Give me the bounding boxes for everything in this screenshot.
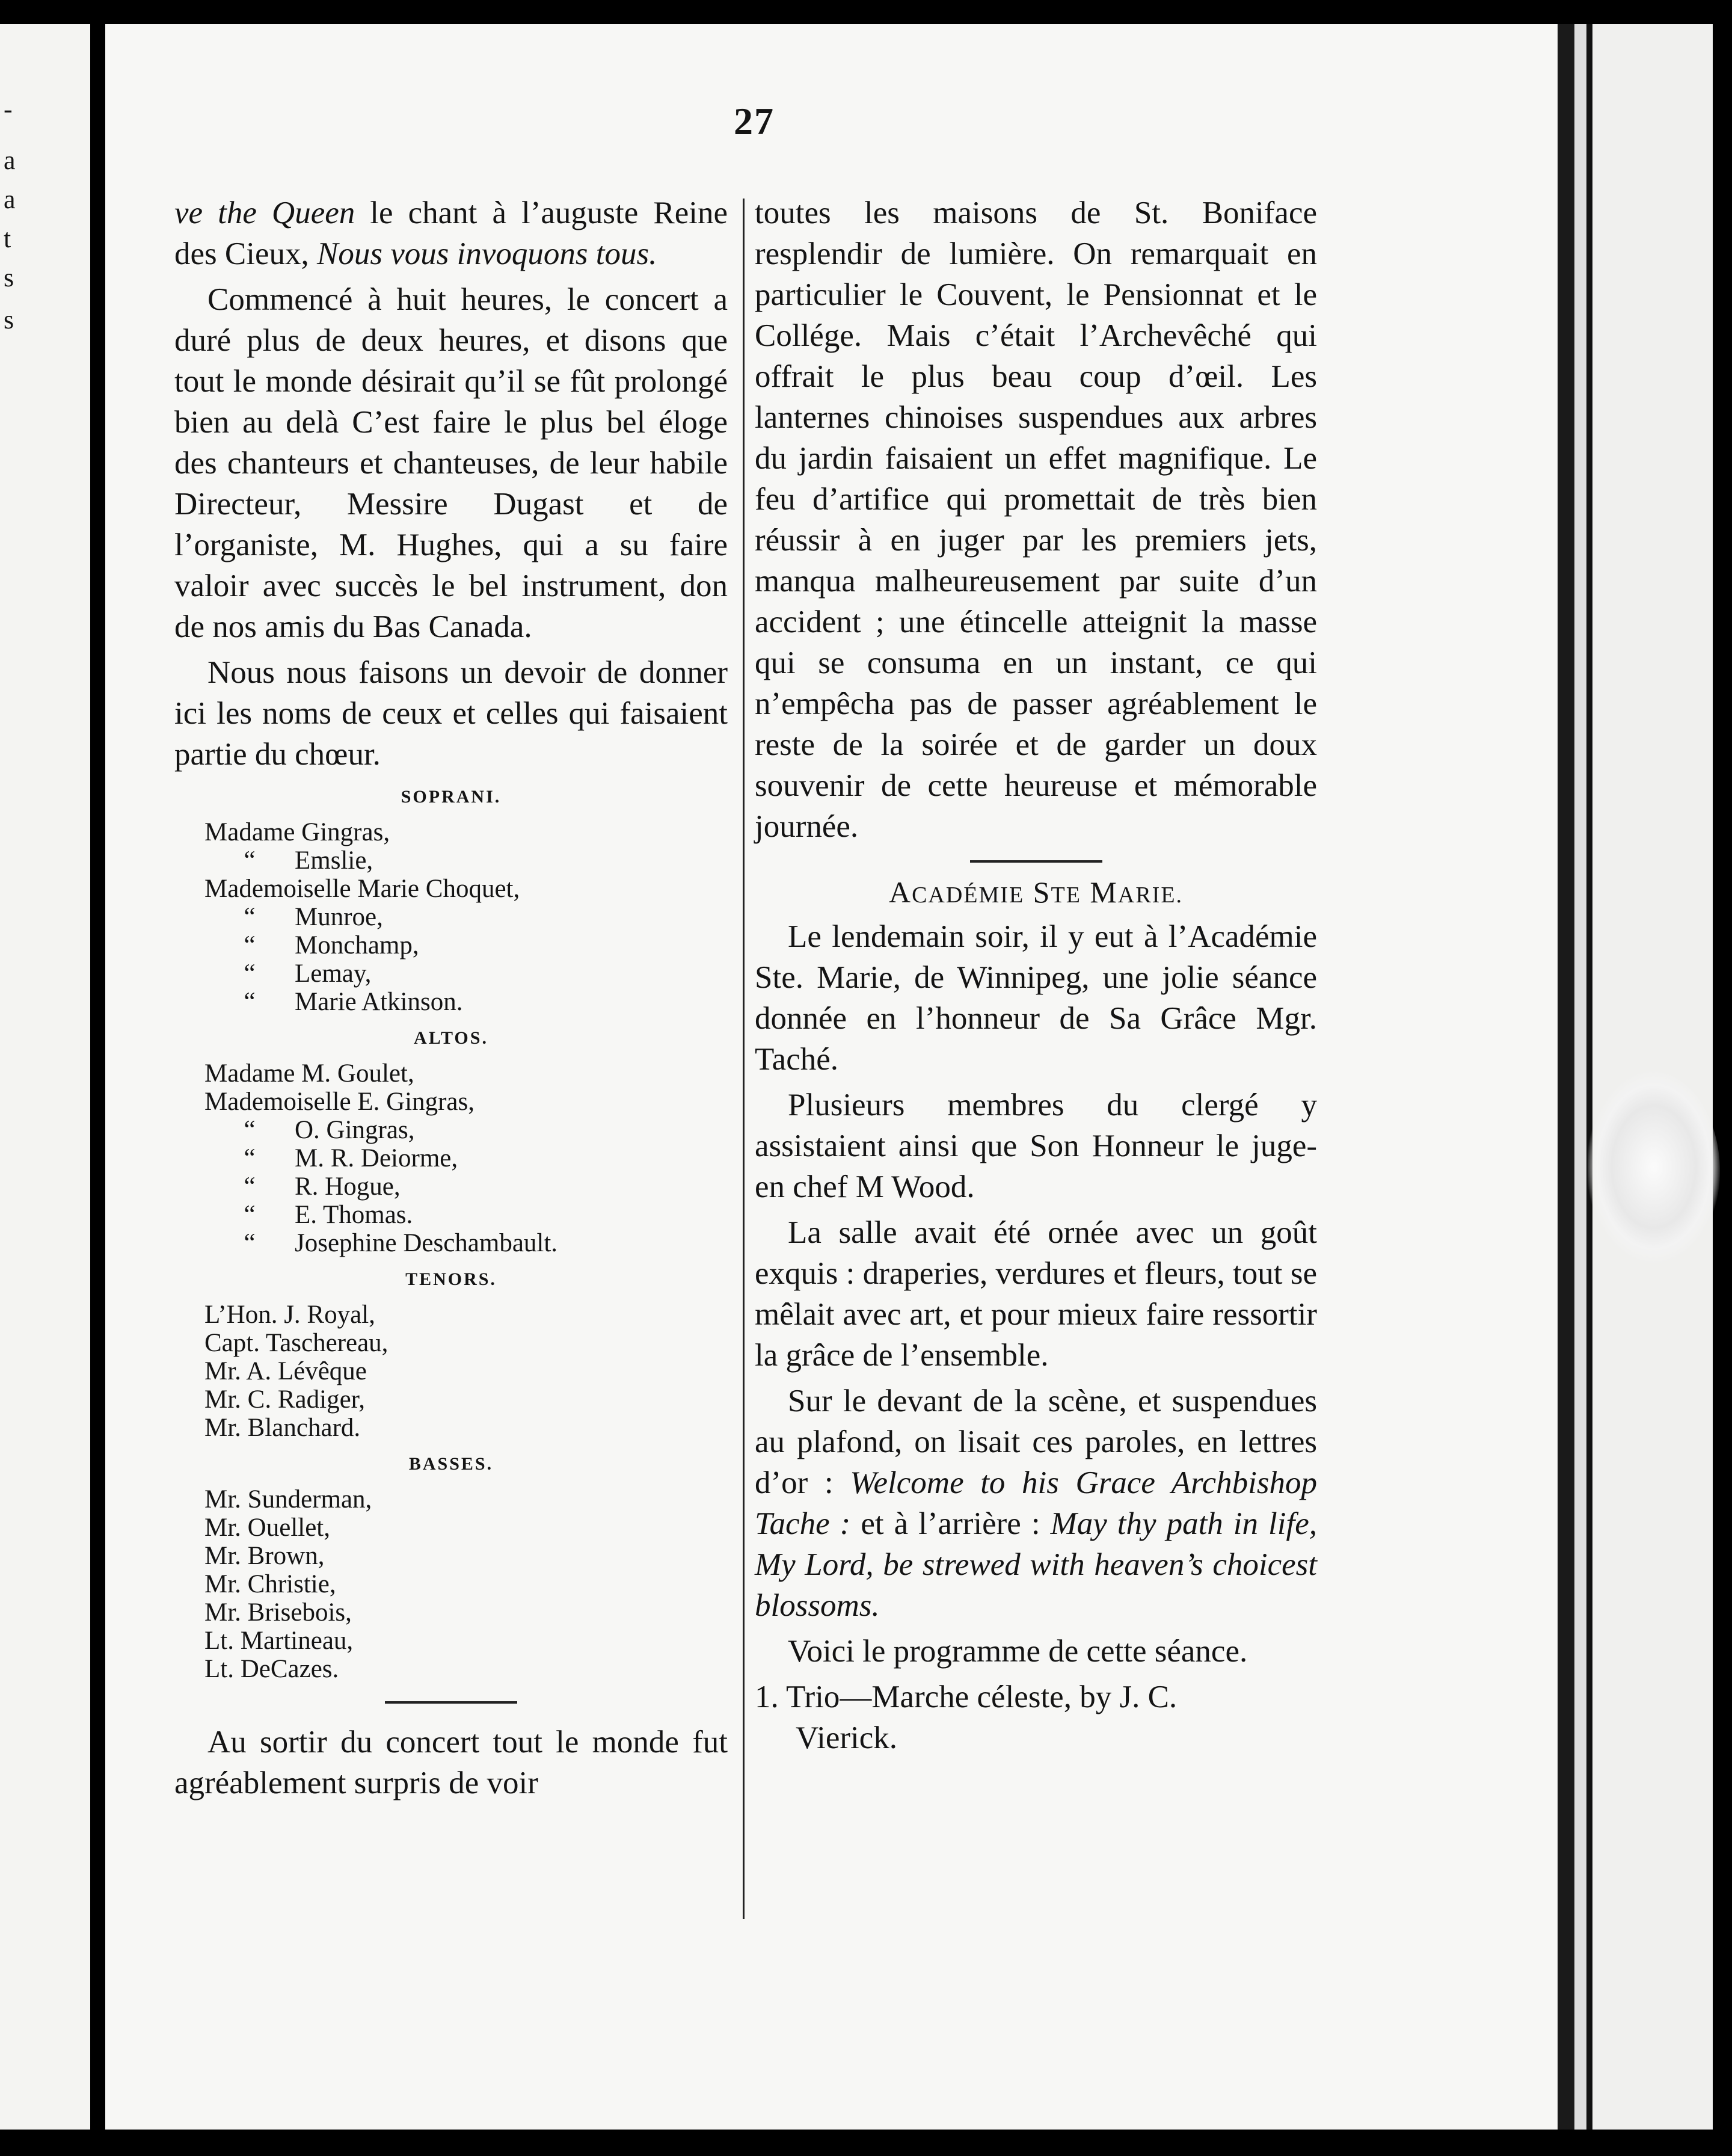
paragraph: Nous nous faisons un devoir de donner ici les noms de ceux et celles qui faisaient partie du chœur. — [174, 655, 728, 772]
list-item: Mr. A. Lévêque — [204, 1357, 367, 1385]
ditto-mark: “ — [244, 846, 256, 875]
list-item — [204, 988, 728, 1016]
choir-member: Emslie, — [295, 846, 373, 875]
paragraph-text: et à l’arrière : — [850, 1506, 1051, 1541]
margin-fragment: s — [4, 305, 14, 334]
choir-member: Marie Atkinson. — [295, 988, 463, 1016]
list-item: Lt. Martineau, — [204, 1627, 354, 1655]
heading-text: S — [1024, 875, 1051, 909]
list-item: L’Hon. J. Royal, — [204, 1301, 375, 1329]
choir-member: O. Gingras, — [295, 1116, 415, 1144]
list-item — [204, 818, 728, 846]
section-heading-tenors: TENORS. — [405, 1269, 497, 1289]
list-item — [204, 1144, 728, 1172]
ditto-mark: “ — [244, 931, 256, 959]
margin-fragment: t — [4, 224, 11, 253]
section-heading-altos: ALTOS. — [414, 1028, 488, 1048]
ditto-mark: “ — [244, 1172, 256, 1201]
list-item: Capt. Taschereau, — [204, 1329, 388, 1357]
list-item: Mr. Brown, — [204, 1542, 325, 1570]
heading-text: CADÉMIE — [912, 882, 1025, 908]
paragraph: toutes les maisons de St. Boniface resplendir de lumière. On remarquait en particulier le Couvent, le Pensionnat et le Collége. Mais c’était l’Archevêché qui offrait le plus beau coup d’œil. Les lanternes chinoises suspendues aux arbres du jardin faisaient un effet magnifique. Le feu d’artifice qui promettait de très bien réussir à en juger par les premiers jets, manqua malheureusement par suite d’un accident ; une étincelle atteignit la masse qui se consuma en un instant, ce qui n’empêcha pas de passer agréablement le reste de la soirée et de garder un doux souvenir de cette heureuse et mémorable journée. — [755, 196, 1317, 844]
choir-member: Mademoiselle Marie Choquet, — [204, 875, 520, 903]
list-item — [204, 931, 728, 959]
page-edge — [1574, 24, 1586, 2130]
list-item: Mr. C. Radiger, — [204, 1385, 366, 1414]
list-item — [204, 1088, 728, 1116]
choir-member: Madame M. Goulet, — [204, 1059, 414, 1088]
list-item — [204, 1229, 728, 1257]
list-item: Mr. Brisebois, — [204, 1598, 352, 1627]
paragraph: Au sortir du concert tout le monde fut agréablement surpris de voir — [174, 1725, 728, 1800]
heading-text: TE — [1051, 882, 1081, 908]
margin-fragment: - — [4, 94, 13, 124]
list-item: Mr. Blanchard. — [204, 1414, 361, 1442]
left-column — [174, 192, 728, 1808]
paragraph: Plusieurs membres du clergé y assistaient ainsi que Son Honneur le juge-en chef M Wood. — [755, 1088, 1317, 1204]
section-heading-soprani: SOPRANI. — [401, 787, 502, 807]
ditto-mark: “ — [244, 1116, 256, 1144]
list-item — [204, 1059, 728, 1088]
section-rule — [385, 1701, 517, 1704]
section-heading-basses: BASSES. — [408, 1454, 494, 1474]
ditto-mark: “ — [244, 1229, 256, 1257]
program-item: 1. Trio—Marche céleste, by J. C. — [755, 1680, 1178, 1714]
list-item: Mr. Sunderman, — [204, 1485, 372, 1514]
margin-fragment: s — [4, 263, 14, 292]
adjacent-page-strip — [0, 24, 90, 2130]
paragraph: Commencé à huit heures, le concert a duré plus de deux heures, et disons que tout le monde désirait qu’il se fût prolongé bien au delà C’est faire le plus bel éloge des chanteurs et chanteuses, de leur habile Directeur, Messire Dugast et de l’organiste, M. Hughes, qui a su faire valoir avec succès le bel instrument, don de nos amis du Bas Canada. — [174, 282, 728, 644]
heading-text: A — [888, 875, 912, 909]
italic-text: ve the Queen — [174, 196, 355, 230]
paragraph — [755, 1381, 1317, 1626]
choir-member: Madame Gingras, — [204, 818, 390, 846]
choir-member: Monchamp, — [295, 931, 419, 959]
margin-fragment: a — [4, 185, 16, 214]
list-item — [204, 1172, 728, 1201]
paragraph: La salle avait été ornée avec un goût exquis : draperies, verdures et fleurs, tout se mêlait avec art, et pour mieux faire ressortir la grâce de l’ensemble. — [755, 1215, 1317, 1373]
paragraph — [174, 192, 728, 274]
paragraph-text: Sur le devant de la scène, et suspendues au plafond, on lisait ces paroles, en lettres d’or : — [755, 1384, 1317, 1500]
italic-text: Nous vous invoquons tous. — [317, 236, 657, 271]
ditto-mark: “ — [244, 1201, 256, 1229]
paragraph-text: le chant à l’auguste Reine des Cieux, — [174, 196, 728, 271]
page-number: 27 — [734, 100, 775, 143]
choir-list-tenors — [204, 1301, 728, 1442]
choir-member: E. Thomas. — [295, 1201, 413, 1229]
section-rule — [970, 860, 1102, 863]
list-item: Lt. DeCazes. — [204, 1655, 339, 1683]
list-item — [204, 903, 728, 931]
paragraph: Voici le programme de cette séance. — [788, 1634, 1248, 1669]
choir-list-soprani — [204, 818, 728, 1016]
italic-text: Welcome to his Grace Archbishop Tache : — [755, 1465, 1317, 1541]
ditto-mark: “ — [244, 1144, 256, 1172]
margin-fragment: a — [4, 146, 16, 175]
page-edge — [1558, 24, 1574, 2130]
choir-member: R. Hogue, — [295, 1172, 401, 1201]
choir-list-altos — [204, 1059, 728, 1257]
choir-list-basses — [204, 1485, 728, 1683]
list-item — [204, 959, 728, 988]
italic-text: May thy path in life, My Lord, be strewed with heaven’s choicest blossoms. — [755, 1506, 1318, 1623]
column-divider — [743, 199, 745, 1919]
choir-member: Lemay, — [295, 959, 372, 988]
ditto-mark: “ — [244, 988, 256, 1016]
list-item — [204, 1201, 728, 1229]
choir-member: Mademoiselle E. Gingras, — [204, 1088, 475, 1116]
heading-text: M — [1081, 875, 1118, 909]
program-item-continuation: Vierick. — [796, 1720, 897, 1755]
heading-text: ARIE. — [1117, 882, 1184, 908]
choir-member: Munroe, — [295, 903, 383, 931]
list-item — [204, 846, 728, 875]
list-item — [204, 875, 728, 903]
right-column — [755, 192, 1317, 1758]
list-item — [204, 1116, 728, 1144]
list-item: Mr. Christie, — [204, 1570, 336, 1598]
page-edge — [1586, 24, 1592, 2130]
ditto-mark: “ — [244, 903, 256, 931]
ditto-mark: “ — [244, 959, 256, 988]
choir-member: Josephine Deschambault. — [295, 1229, 558, 1257]
choir-member: M. R. Deiorme, — [295, 1144, 458, 1172]
list-item: Mr. Ouellet, — [204, 1514, 330, 1542]
paragraph: Le lendemain soir, il y eut à l’Académie Ste. Marie, de Winnipeg, une jolie séance donnée en l’honneur de Sa Grâce Mgr. Taché. — [755, 919, 1317, 1077]
section-heading-academie — [755, 873, 1317, 914]
